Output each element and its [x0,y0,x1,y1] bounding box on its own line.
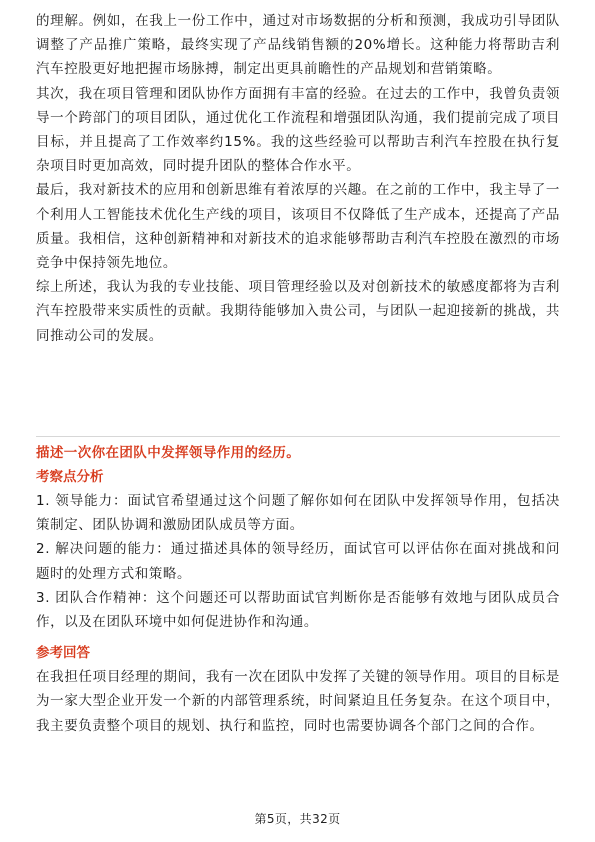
answer-heading: 参考回答 [36,645,90,662]
analysis-point: 3. 团队合作精神：这个问题还可以帮助面试官判断你是否能够有效地与团队成员合作，以及在团队环境中如何促进协作和沟通。 [36,589,560,631]
intro-section [36,9,560,348]
section-divider [36,436,560,437]
paragraph: 其次，我在项目管理和团队协作方面拥有丰富的经验。在过去的工作中，我曾负责领导一个跨部门的项目团队，通过优化工作流程和增强团队沟通，我们提前完成了项目目标，并且提高了工作效率约15%。我的这些经验可以帮助吉利汽车控股在执行复杂项目时更加高效，同时提升团队的整体合作水平。 [36,85,560,175]
answer-text: 在我担任项目经理的期间，我有一次在团队中发挥了关键的领导作用。项目的目标是为一家大型企业开发一个新的内部管理系统，时间紧迫且任务复杂。在这个项目中，我主要负责整个项目的规划、执行和监控，同时也需要协调各个部门之间的合作。 [36,669,560,734]
question-title: 描述一次你在团队中发挥领导作用的经历。 [36,445,301,461]
paragraph: 最后，我对新技术的应用和创新思维有着浓厚的兴趣。在之前的工作中，我主导了一个利用人工智能技术优化生产线的项目，该项目不仅降低了生产成本，还提高了产品质量。我相信，这种创新精神和对新技术的追求能够帮助吉利汽车控股在激烈的市场竞争中保持领先地位。 [36,182,560,272]
analysis-heading: 考察点分析 [36,469,104,485]
page-number: 第5页，共32页 [254,812,341,826]
paragraph: 综上所述，我认为我的专业技能、项目管理经验以及对创新技术的敏感度都将为吉利汽车控股带来实质性的贡献。我期待能够加入贵公司，与团队一起迎接新的挑战，共同推动公司的发展。 [36,279,560,344]
analysis-point: 1. 领导能力：面试官希望通过这个问题了解你如何在团队中发挥领导作用，包括决策制定、团队协调和激励团队成员等方面。 [36,493,560,534]
paragraph: 的理解。例如，在我上一份工作中，通过对市场数据的分析和预测，我成功引导团队调整了产品推广策略，最终实现了产品线销售额的20%增长。这种能力将帮助吉利汽车控股更好地把握市场脉搏，制定出更具前瞻性的产品规划和营销策略。 [36,13,560,78]
analysis-point: 2. 解决问题的能力：通过描述具体的领导经历，面试官可以评估你在面对挑战和问题时的处理方式和策略。 [36,541,560,582]
question-section [36,441,560,738]
